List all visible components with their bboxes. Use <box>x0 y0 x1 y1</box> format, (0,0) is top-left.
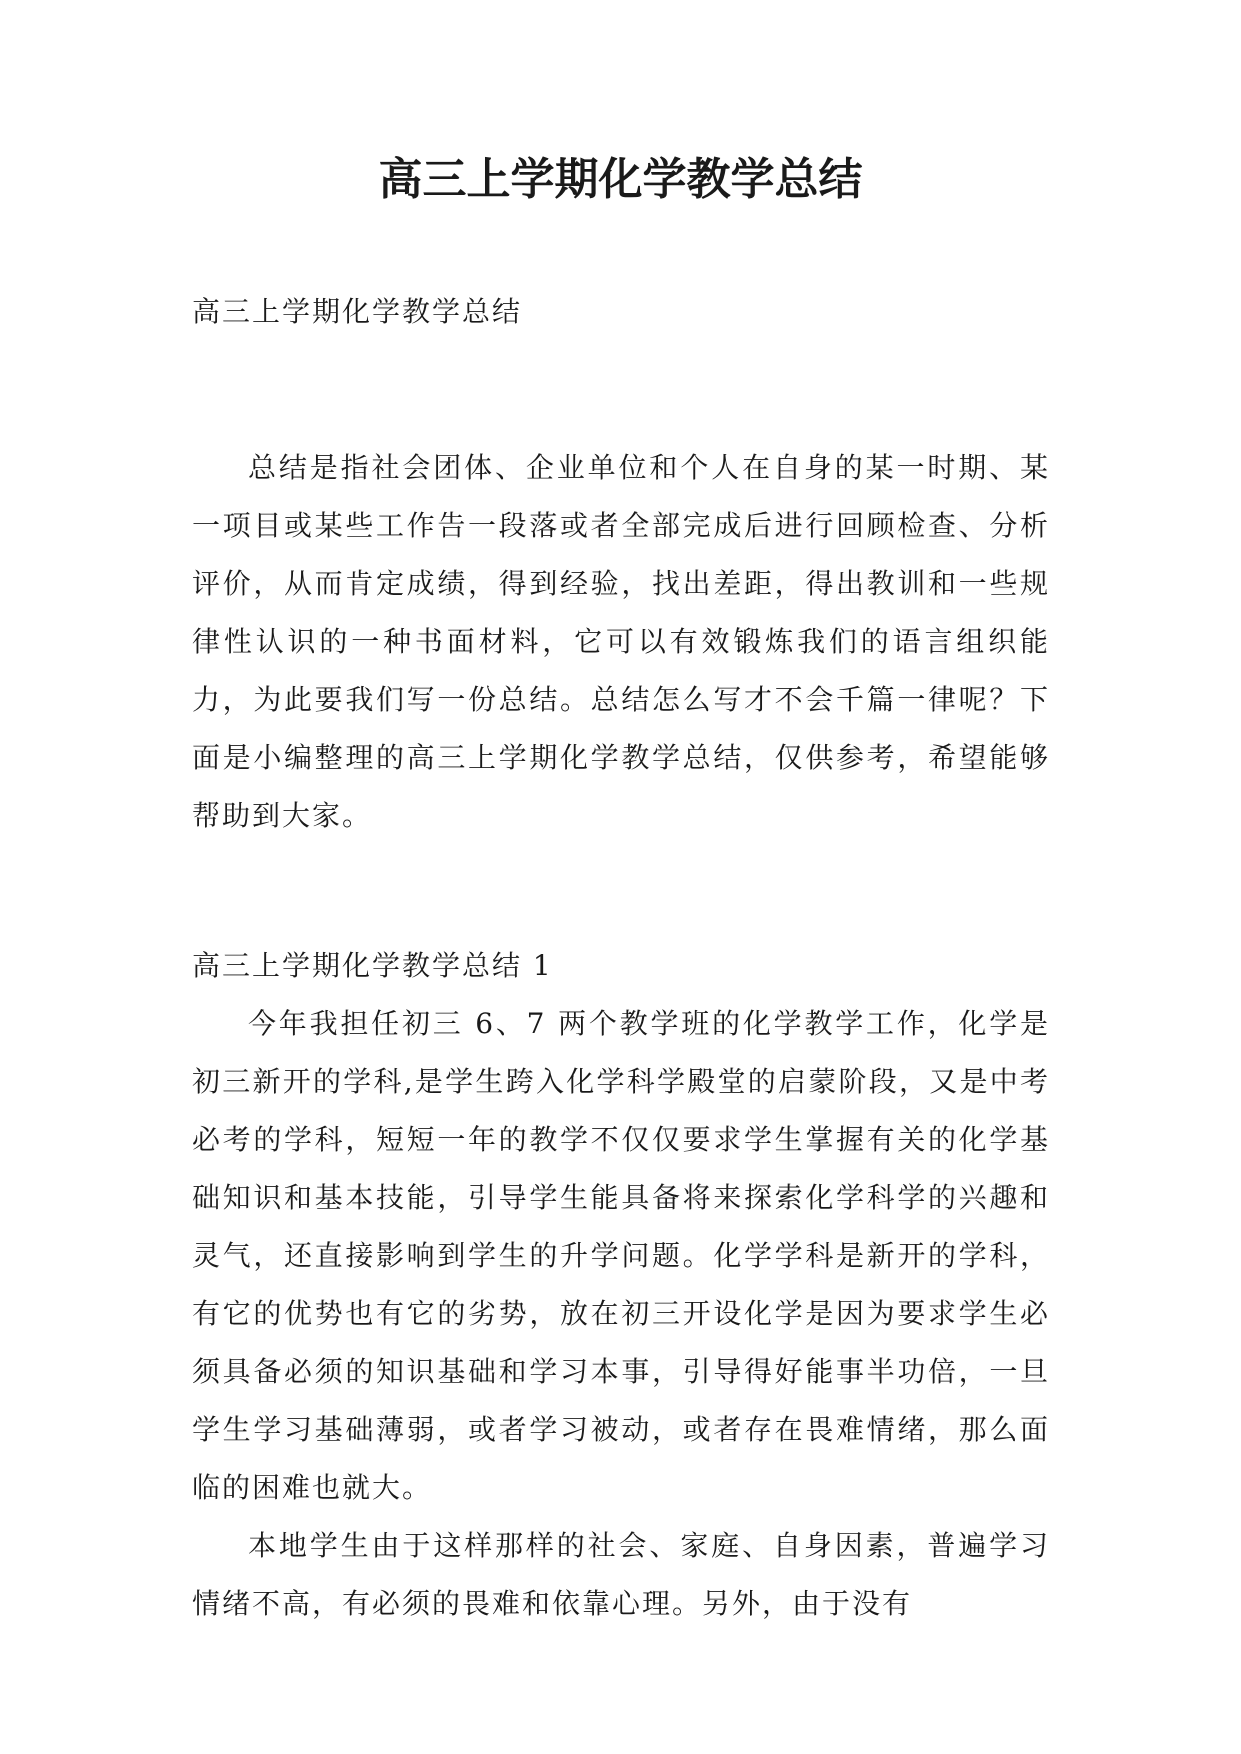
document-subtitle: 高三上学期化学教学总结 <box>192 295 523 328</box>
body-paragraph-1: 今年我担任初三 6、7 两个教学班的化学教学工作，化学是初三新开的学科,是学生跨入化学科学殿堂的启蒙阶段，又是中考必考的学科，短短一年的教学不仅仅要求学生掌握有关的化学基础知识和基本技能，引导学生能具备将来探索化学科学的兴趣和灵气，还直接影响到学生的升学问题。化学学科是新开的学科，有它的优势也有它的劣势，放在初三开设化学是因为要求学生必须具备必须的知识基础和学习本事，引导得好能事半功倍，一旦学生学习基础薄弱，或者学习被动，或者存在畏难情绪，那么面临的困难也就大。 <box>192 1007 1050 1504</box>
document-title: 高三上学期化学教学总结 <box>378 154 863 205</box>
spacer <box>192 341 1050 439</box>
intro-paragraph: 总结是指社会团体、企业单位和个人在自身的某一时期、某一项目或某些工作告一段落或者全部完成后进行回顾检查、分析评价，从而肯定成绩，得到经验，找出差距，得出教训和一些规律性认识的一种书面材料，它可以有效锻炼我们的语言组织能力，为此要我们写一份总结。总结怎么写才不会千篇一律呢？下面是小编整理的高三上学期化学教学总结，仅供参考，希望能够帮助到大家。 <box>192 451 1050 832</box>
body-paragraph-2: 本地学生由于这样那样的社会、家庭、自身因素，普遍学习情绪不高，有必须的畏难和依靠心理。另外，由于没有 <box>192 1529 1050 1620</box>
document-body <box>192 283 1050 1633</box>
spacer <box>192 845 1050 937</box>
section-heading: 高三上学期化学教学总结 1 <box>192 949 553 982</box>
